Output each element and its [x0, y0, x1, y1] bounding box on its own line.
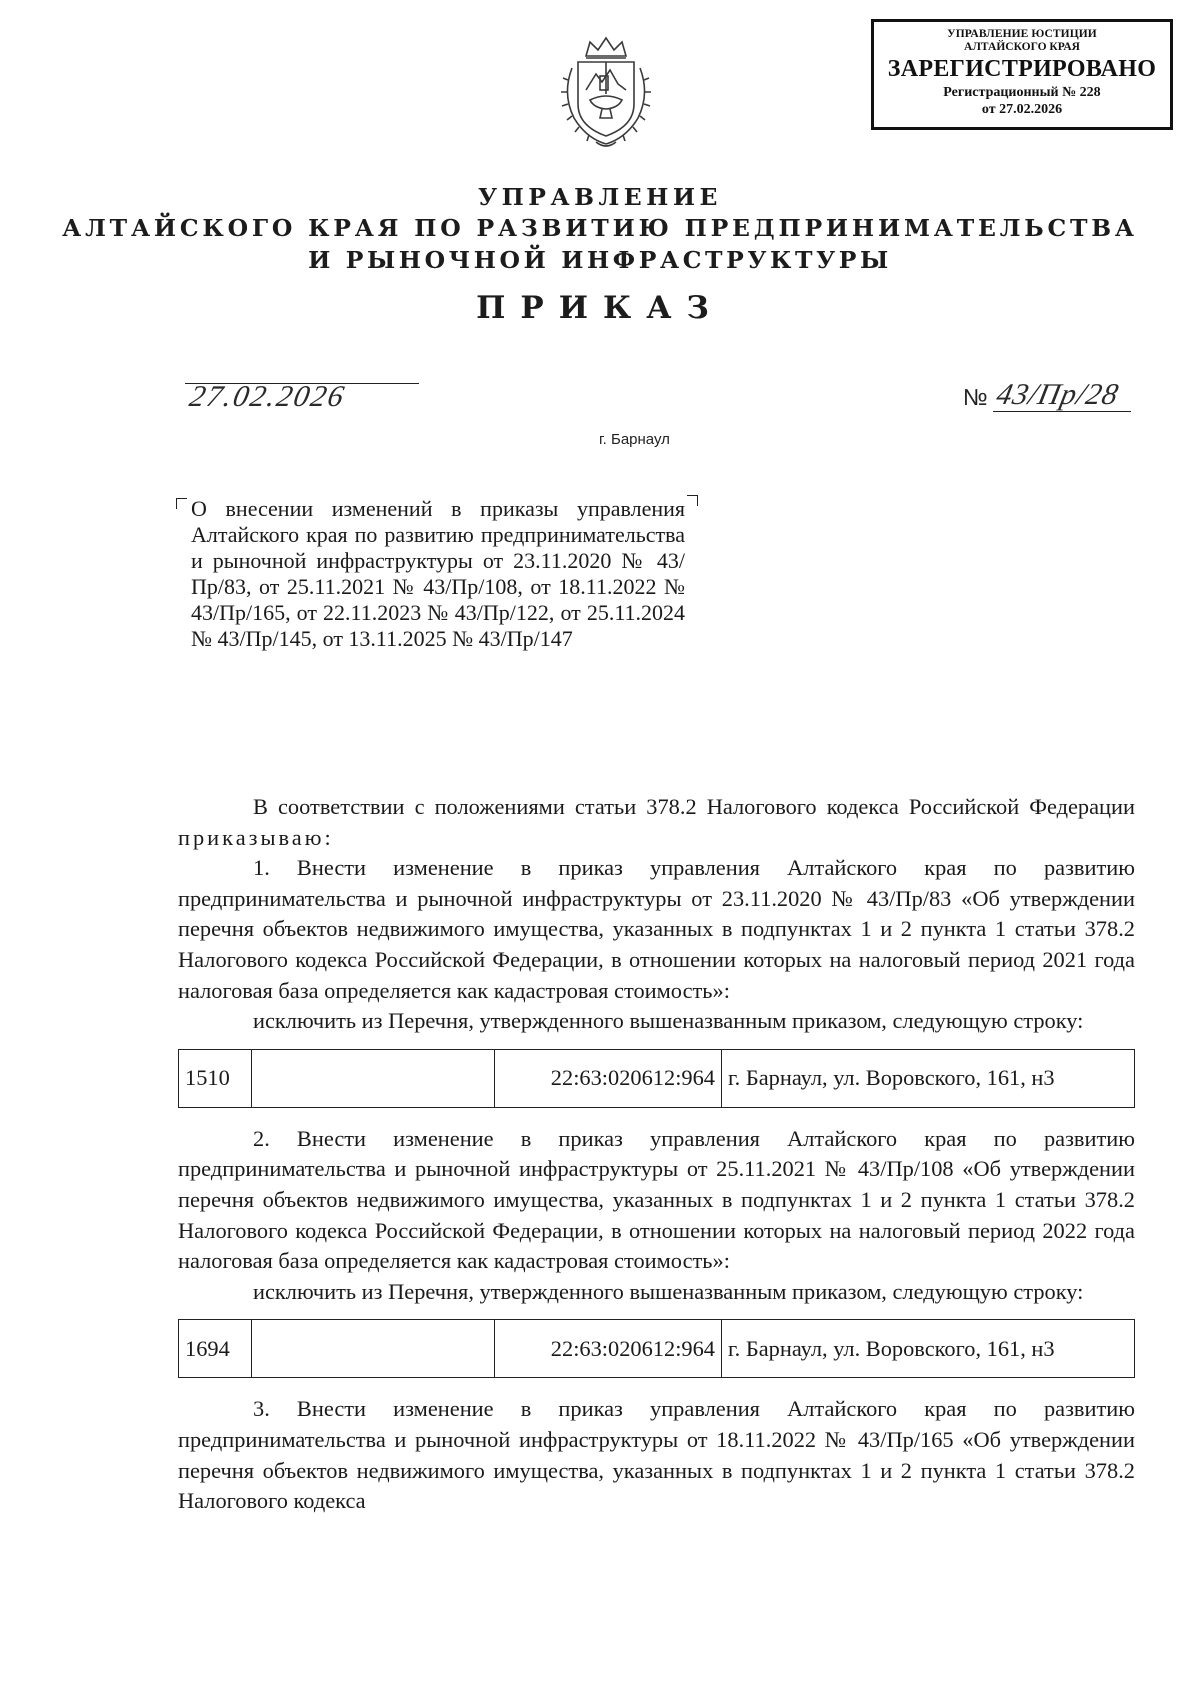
stamp-org-line1: УПРАВЛЕНИЕ ЮСТИЦИИ [947, 28, 1097, 40]
stamp-status: ЗАРЕГИСТРИРОВАНО [887, 56, 1157, 82]
handwritten-number: 43/Пр/28 [993, 378, 1122, 411]
table-cell-cadastral: 22:63:020612:964 [495, 1049, 722, 1107]
table-row [179, 1320, 1135, 1378]
excluded-row-table-1 [178, 1049, 1135, 1108]
preamble-text: В соответствии с положениями статьи 378.2 Налогового кодекса Российской Федерации [253, 794, 1135, 819]
exclude-1-paragraph: исключить из Перечня, утвержденного вышеназванным приказом, следующую строку: [253, 1008, 1084, 1034]
order-subject: О внесении изменений в приказы управления Алтайского края по развитию предпринимательства и рыночной инфраструктуры от 23.11.2020 № 43/Пр/83, от 25.11.2021 № 43/Пр/108, от 18.11.2022 № 43/Пр/165, от 22.11.2023 № 43/Пр/122, от 25.11.2024 № 43/Пр/145, от 13.11.2025 № 43/Пр/147 [191, 496, 685, 651]
table-cell-empty [252, 1049, 495, 1107]
table-cell-address: г. Барнаул, ул. Воровского, 161, н3 [722, 1320, 1135, 1378]
header-line-2: АЛТАЙСКОГО КРАЯ ПО РАЗВИТИЮ ПРЕДПРИНИМАТЕЛЬСТВА [62, 214, 1138, 242]
order-word: приказываю: [178, 824, 334, 850]
table-cell-empty [252, 1320, 495, 1378]
subject-corner-right [687, 495, 698, 506]
stamp-reg-date: от 27.02.2026 [981, 102, 1063, 117]
table-cell-cadastral: 22:63:020612:964 [495, 1320, 722, 1378]
coat-of-arms-icon [556, 34, 656, 152]
document-type-title: ПРИКАЗ [476, 290, 724, 326]
order-body [178, 792, 1135, 1517]
excluded-row-table-2 [178, 1319, 1135, 1378]
stamp-reg-number: Регистрационный № 228 [943, 85, 1101, 100]
registration-stamp [871, 19, 1173, 130]
table-row [179, 1049, 1135, 1107]
handwritten-date: 27.02.2026 [186, 380, 349, 413]
number-sign: № [963, 384, 988, 410]
table-cell-address: г. Барнаул, ул. Воровского, 161, н3 [722, 1049, 1135, 1107]
item-1-paragraph: 1. Внести изменение в приказ управления Алтайского края по развитию предпринимательства и рыночной инфраструктуры от 23.11.2020 № 43/Пр/83 «Об утверждении перечня объектов недвижимого имущества, указанных в подпунктах 1 и 2 пункта 1 статьи 378.2 Налогового кодекса Российской Федерации, в отношении которых на налоговый период 2021 года налоговая база определяется как кадастровая стоимость»: [178, 855, 1135, 1003]
city-label: г. Барнаул [599, 431, 670, 448]
header-line-1: УПРАВЛЕНИЕ [478, 183, 722, 211]
header-line-3: И РЫНОЧНОЙ ИНФРАСТРУКТУРЫ [308, 246, 892, 274]
exclude-2-paragraph: исключить из Перечня, утвержденного вышеназванным приказом, следующую строку: [253, 1278, 1084, 1304]
subject-corner-left [176, 498, 187, 509]
item-3-paragraph: 3. Внести изменение в приказ управления Алтайского края по развитию предпринимательства и рыночной инфраструктуры от 18.11.2022 № 43/Пр/165 «Об утверждении перечня объектов недвижимого имущества, указанных в подпунктах 1 и 2 пункта 1 статьи 378.2 Налогового кодекса [178, 1396, 1135, 1514]
stamp-org-line2: АЛТАЙСКОГО КРАЯ [964, 41, 1080, 53]
table-cell-number: 1510 [179, 1049, 252, 1107]
table-cell-number: 1694 [179, 1320, 252, 1378]
item-2-paragraph: 2. Внести изменение в приказ управления Алтайского края по развитию предпринимательства и рыночной инфраструктуры от 25.11.2021 № 43/Пр/108 «Об утверждении перечня объектов недвижимого имущества, указанных в подпунктах 1 и 2 пункта 1 статьи 378.2 Налогового кодекса Российской Федерации, в отношении которых на налоговый период 2022 года налоговая база определяется как кадастровая стоимость»: [178, 1125, 1135, 1274]
preamble-paragraph [178, 792, 1135, 853]
